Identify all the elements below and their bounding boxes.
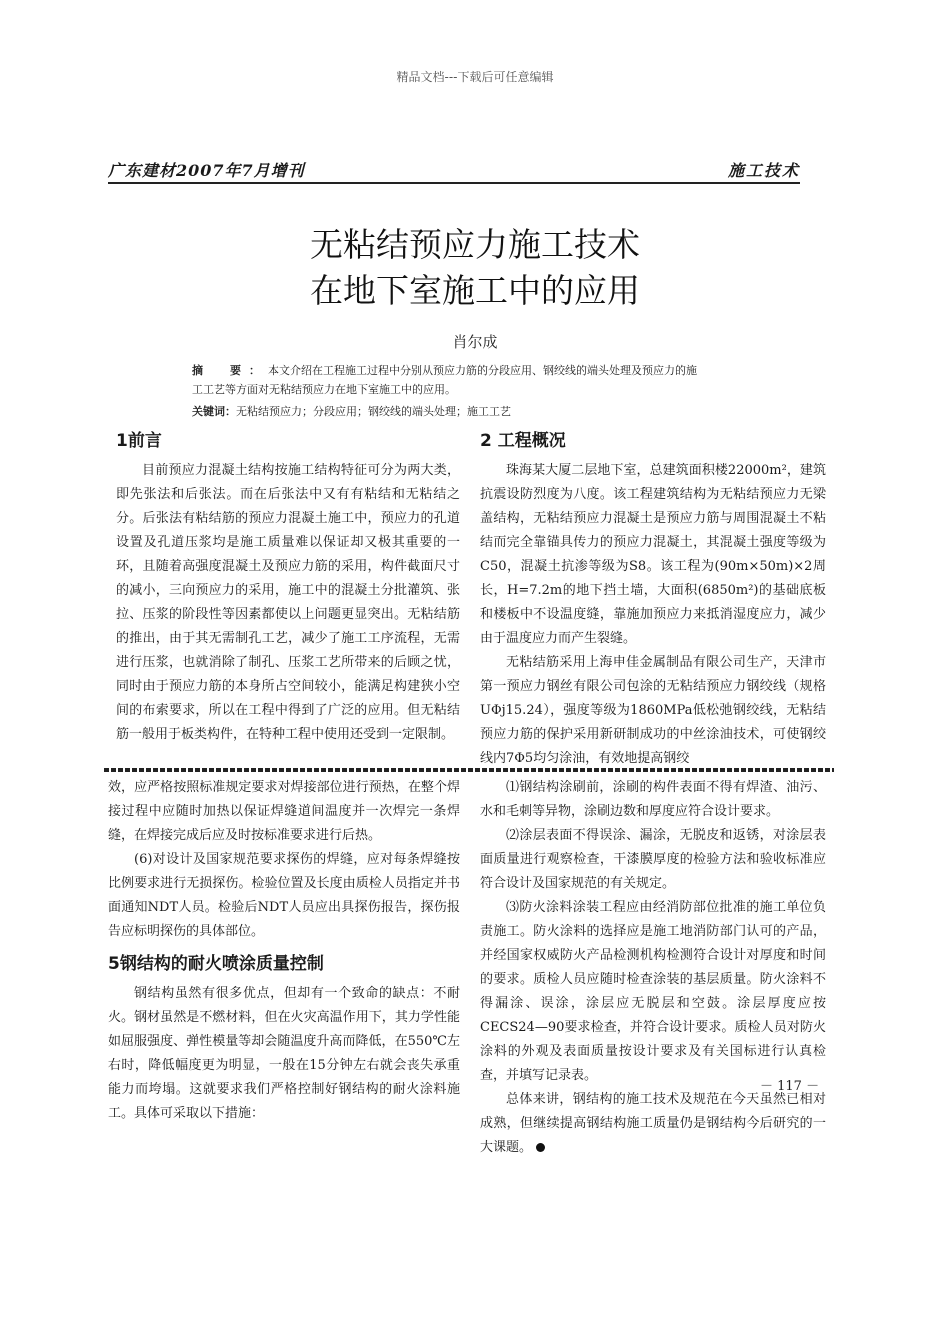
section-1-heading: 1前言 (116, 431, 162, 451)
end-mark-icon (536, 1143, 545, 1152)
journal-name: 广东建材2007年7月增刊 (108, 161, 305, 180)
inspection-paragraph: (6)对设计及国家规范要求探伤的焊缝，应对每条焊缝按比例要求进行无损探伤。检验位置及长度由质检人员指定并书面通知NDT人员。检验后NDT人员应出具探伤报告，探伤报告应标明探伤的具体部位。 (108, 852, 460, 939)
article-title (0, 222, 950, 314)
keywords-label: 关键词： (192, 405, 236, 418)
measure-1-paragraph: ⑴钢结构涂刷前，涂刷的构件表面不得有焊渣、油污、水和毛刺等异物，涂刷边数和厚度应符合设计要求。 (480, 780, 826, 819)
section-category: 施工技术 (727, 161, 800, 180)
author-name: 肖尔成 (452, 333, 498, 351)
abstract-text-2: 工工艺等方面对无粘结预应力在地下室施工中的应用。 (192, 383, 456, 396)
measure-2-paragraph: ⑵涂层表面不得误涂、漏涂，无脱皮和返锈，对涂层表面质量进行观察检查，干漆膜厚度的检验方法和验收标准应符合设计及国家规范的有关规定。 (480, 828, 826, 891)
page-splice-divider (104, 766, 834, 774)
section-2-paragraph-1: 珠海某大厦二层地下室，总建筑面积楼22000m²，建筑抗震设防烈度为八度。该工程建筑结构为无粘结预应力无梁盖结构，无粘结预应力混凝土是预应力筋与周围混凝土不粘结而完全靠锚具传力的预应力混凝土，其混凝土强度等级为C50，混凝土抗渗等级为S8。该工程为(90m×50m)×2周长，H=7.2m的地下挡土墙，大面积(6850m²)的基础底板和楼板中不设温度缝，靠施加预应力来抵消湿度应力，减少由于温度应力而产生裂缝。 (480, 463, 826, 646)
title-line-1: 无粘结预应力施工技术 (310, 225, 640, 264)
abstract-text-1: 本文介绍在工程施工过程中分别从预应力筋的分段应用、钢绞线的端头处理及预应力的施 (268, 364, 697, 377)
watermark-text: 精品文档---下载后可任意编辑 (396, 70, 554, 84)
section-2-paragraph-2: 无粘结筋采用上海申佳金属制品有限公司生产，天津市第一预应力钢丝有限公司包涂的无粘结预应力钢绞线（规格UΦj15.24），强度等级为1860MPa低松弛钢绞线，无粘结预应力筋的保护采用新研制成功的中丝涂油技术，可使钢绞线内7Φ5均匀涂油，有效地提高钢绞 (480, 655, 826, 766)
abstract-label: 摘 要： (192, 364, 268, 377)
welding-paragraph: 效，应严格按照标准规定要求对焊接部位进行预热，在整个焊接过程中应随时加热以保证焊缝道间温度并一次焊完一条焊缝，在焊接完成后应及时按标准要求进行后热。 (108, 780, 460, 843)
fireproofing-paragraph: 钢结构虽然有很多优点，但却有一个致命的缺点：不耐火。钢材虽然是不燃材料，但在火灾高温作用下，其力学性能如屈服强度、弹性模量等却会随温度升高而降低，在550℃左右时，降低幅度更为明显，一般在15分钟左右就会丧失承重能力而垮塌。这就要求我们严格控制好钢结构的耐火涂料施工。具体可采取以下措施： (108, 986, 460, 1121)
running-head (108, 154, 800, 184)
section-introduction (116, 427, 460, 747)
title-line-2: 在地下室施工中的应用 (310, 271, 640, 310)
measure-3-paragraph: ⑶防火涂料涂装工程应由经消防部位批准的施工单位负责施工。防火涂料的选择应是施工地消防部门认可的产品，并经国家权威防火产品检测机构检测符合设计对厚度和时间的要求。质检人员应随时检查涂装的基层质量。防火涂料不得漏涂、误涂，涂层应无脱层和空鼓。涂层厚度应按CECS24—90要求检查，并符合设计要求。质检人员对防火涂料的外观及表面质量按设计要求及有关国标进行认真检查，并填写记录表。 (480, 900, 826, 1083)
conclusion-text: 总体来讲，钢结构的施工技术及规范在今天虽然已相对成熟，但继续提高钢结构施工质量仍是钢结构今后研究的一大课题。 (480, 1092, 826, 1155)
conclusion-paragraph (480, 1088, 826, 1160)
keywords (192, 402, 752, 421)
abstract (192, 361, 752, 399)
lower-right-column (480, 776, 826, 1160)
section-2-heading: 2 工程概况 (480, 431, 566, 451)
abstract-line-2 (192, 380, 752, 399)
section-1-paragraph: 目前预应力混凝土结构按施工结构特征可分为两大类，即先张法和后张法。而在后张法中又有有粘结和无粘结之分。后张法有粘结筋的预应力混凝土施工中，预应力的孔道设置及孔道压浆均是施工质量难以保证却又极其重要的一环，且随着高强度混凝土及预应力筋的采用，构件截面尺寸的减小，三向预应力的采用，施工中的混凝土分批灌筑、张拉、压浆的阶段性等因素都使以上问题更显突出。无粘结筋的推出，由于其无需制孔工艺，减少了施工工序流程，无需进行压浆，也就消除了制孔、压浆工艺所带来的后顾之忧，同时由于预应力筋的本身所占空间较小，能满足构建狭小空间的布索要求，所以在工程中得到了广泛的应用。但无粘结筋一般用于板类构件，在特种工程中使用还受到一定限制。 (116, 463, 460, 742)
section-project-overview (480, 427, 826, 771)
page-number: － 117 － (760, 1079, 820, 1094)
lower-left-column (108, 776, 460, 1126)
keywords-text: 无粘结预应力；分段应用；钢绞线的端头处理；施工工艺 (236, 405, 511, 418)
section-5-heading: 5钢结构的耐火喷涂质量控制 (108, 954, 324, 974)
